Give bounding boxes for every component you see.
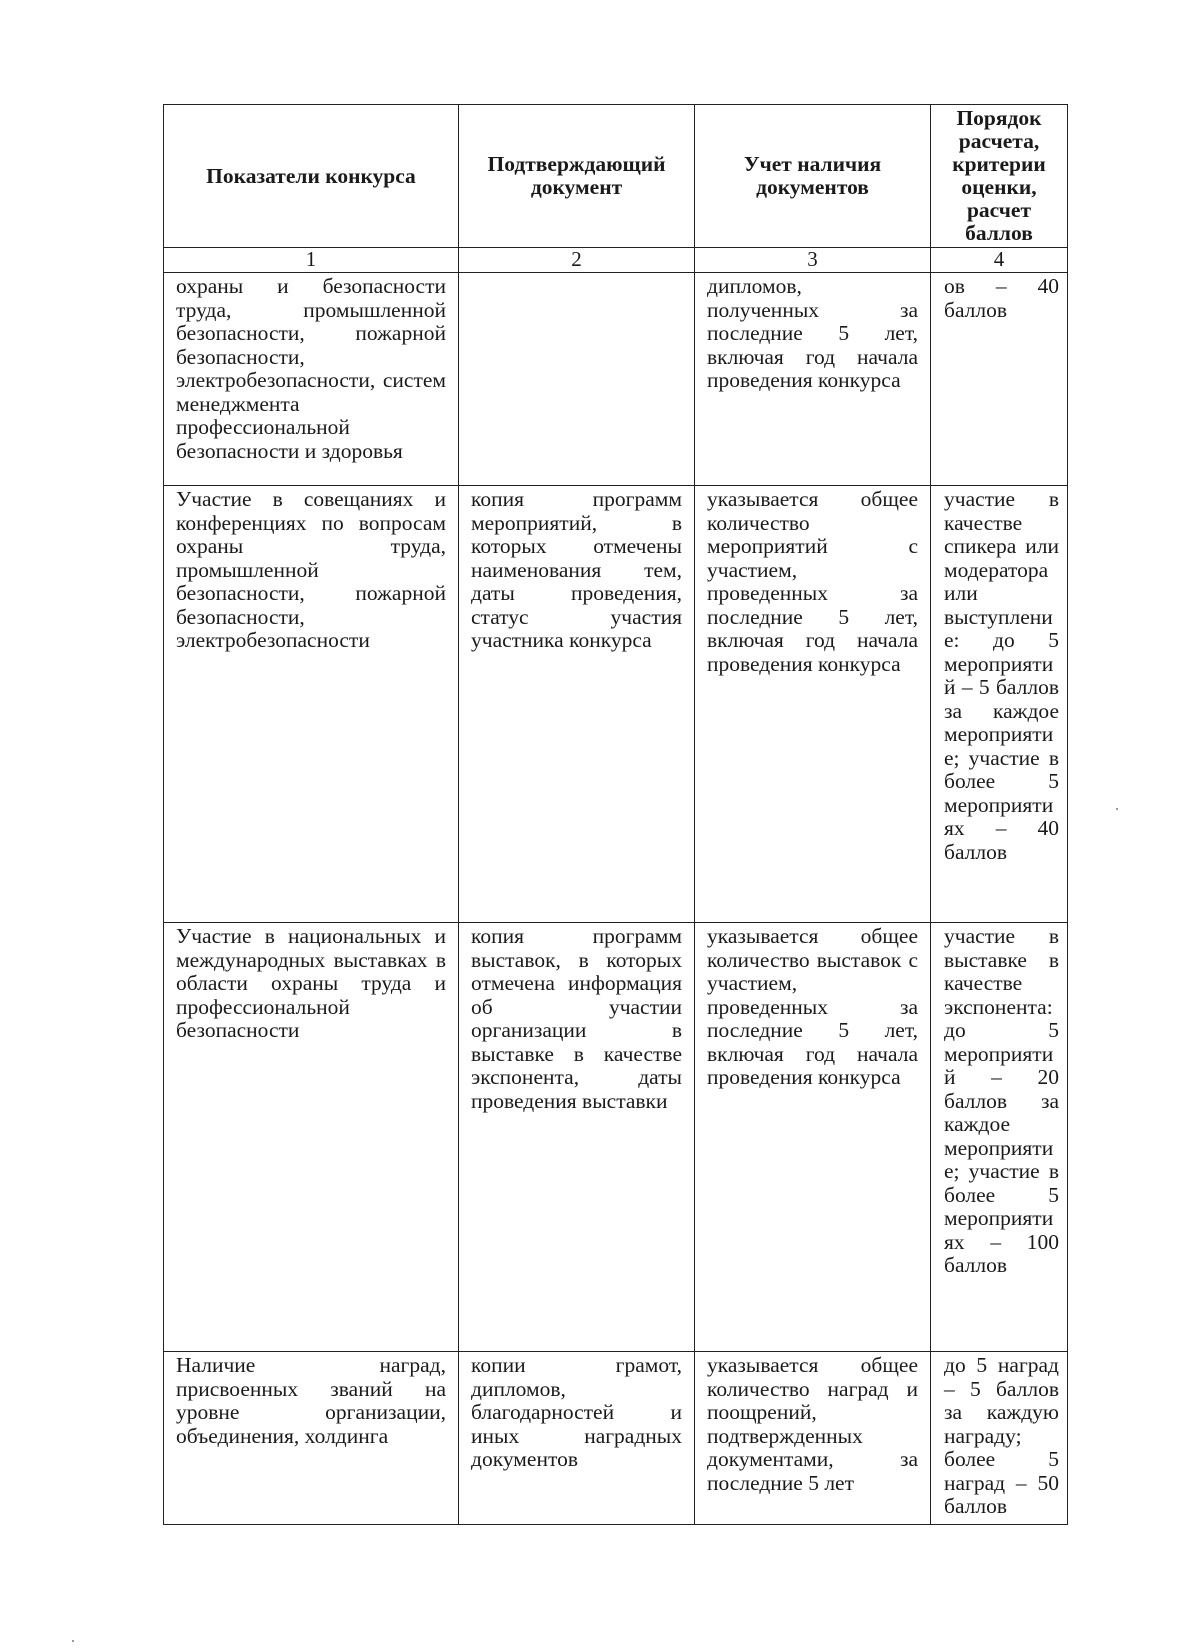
column-number-row bbox=[164, 248, 1068, 273]
column-number: 1 bbox=[164, 248, 459, 273]
header-supporting-document: Подтверждающий документ bbox=[459, 105, 695, 248]
scoring-cell: участие в качестве спикера или модератора или выступлени е: до 5 мероприяти й – 5 баллов за каждое мероприяти е; участие в более 5 мероприяти ях – 40 баллов bbox=[931, 486, 1068, 923]
column-number: 3 bbox=[695, 248, 931, 273]
accounting-cell: указывается общее количество мероприятий с участием, проведенных за последние 5 лет, включая год начала проведения конкурса bbox=[695, 486, 931, 923]
scoring-cell: до 5 наград – 5 баллов за каждую награду; более 5 наград – 50 баллов bbox=[931, 1352, 1068, 1525]
accounting-cell: дипломов, полученных за последние 5 лет, включая год начала проведения конкурса bbox=[695, 273, 931, 486]
table-header-row bbox=[164, 105, 1068, 248]
table-row bbox=[164, 273, 1068, 486]
header-indicators: Показатели конкурса bbox=[164, 105, 459, 248]
column-number: 2 bbox=[459, 248, 695, 273]
document-cell: копия программ мероприятий, в которых отмечены наименования тем, даты проведения, статус участия участника конкурса bbox=[459, 486, 695, 923]
document-cell bbox=[459, 273, 695, 486]
table-row bbox=[164, 1352, 1068, 1525]
header-scoring-procedure: Порядок расчета, критерии оценки, расчет баллов bbox=[931, 105, 1068, 248]
scoring-cell: ов – 40 баллов bbox=[931, 273, 1068, 486]
indicator-cell: Наличие наград, присвоенных званий на уровне организации, объединения, холдинга bbox=[164, 1352, 459, 1525]
scoring-cell: участие в выставке в качестве экспонента: до 5 мероприяти й – 20 баллов за каждое мероприяти е; участие в более 5 мероприяти ях – 100 баллов bbox=[931, 923, 1068, 1352]
accounting-cell: указывается общее количество наград и поощрений, подтвержденных документами, за последние 5 лет bbox=[695, 1352, 931, 1525]
document-cell: копии грамот, дипломов, благодарностей и иных наградных документов bbox=[459, 1352, 695, 1525]
header-document-accounting: Учет наличия документов bbox=[695, 105, 931, 248]
column-number: 4 bbox=[931, 248, 1068, 273]
table-row bbox=[164, 923, 1068, 1352]
scan-speck bbox=[72, 1640, 74, 1642]
accounting-cell: указывается общее количество выставок с участием, проведенных за последние 5 лет, включая год начала проведения конкурса bbox=[695, 923, 931, 1352]
indicator-cell: охраны и безопасности труда, промышленной безопасности, пожарной безопасности, электробезопасности, систем менеджмента профессиональной безопасности и здоровья bbox=[164, 273, 459, 486]
table-row bbox=[164, 486, 1068, 923]
indicator-cell: Участие в совещаниях и конференциях по вопросам охраны труда, промышленной безопасности, пожарной безопасности, электробезопасности bbox=[164, 486, 459, 923]
indicator-cell: Участие в национальных и международных выставках в области охраны труда и профессиональной безопасности bbox=[164, 923, 459, 1352]
criteria-table bbox=[163, 104, 1068, 1525]
scan-speck bbox=[1116, 808, 1118, 810]
document-cell: копия программ выставок, в которых отмечена информация об участии организации в выставке в качестве экспонента, даты проведения выставки bbox=[459, 923, 695, 1352]
